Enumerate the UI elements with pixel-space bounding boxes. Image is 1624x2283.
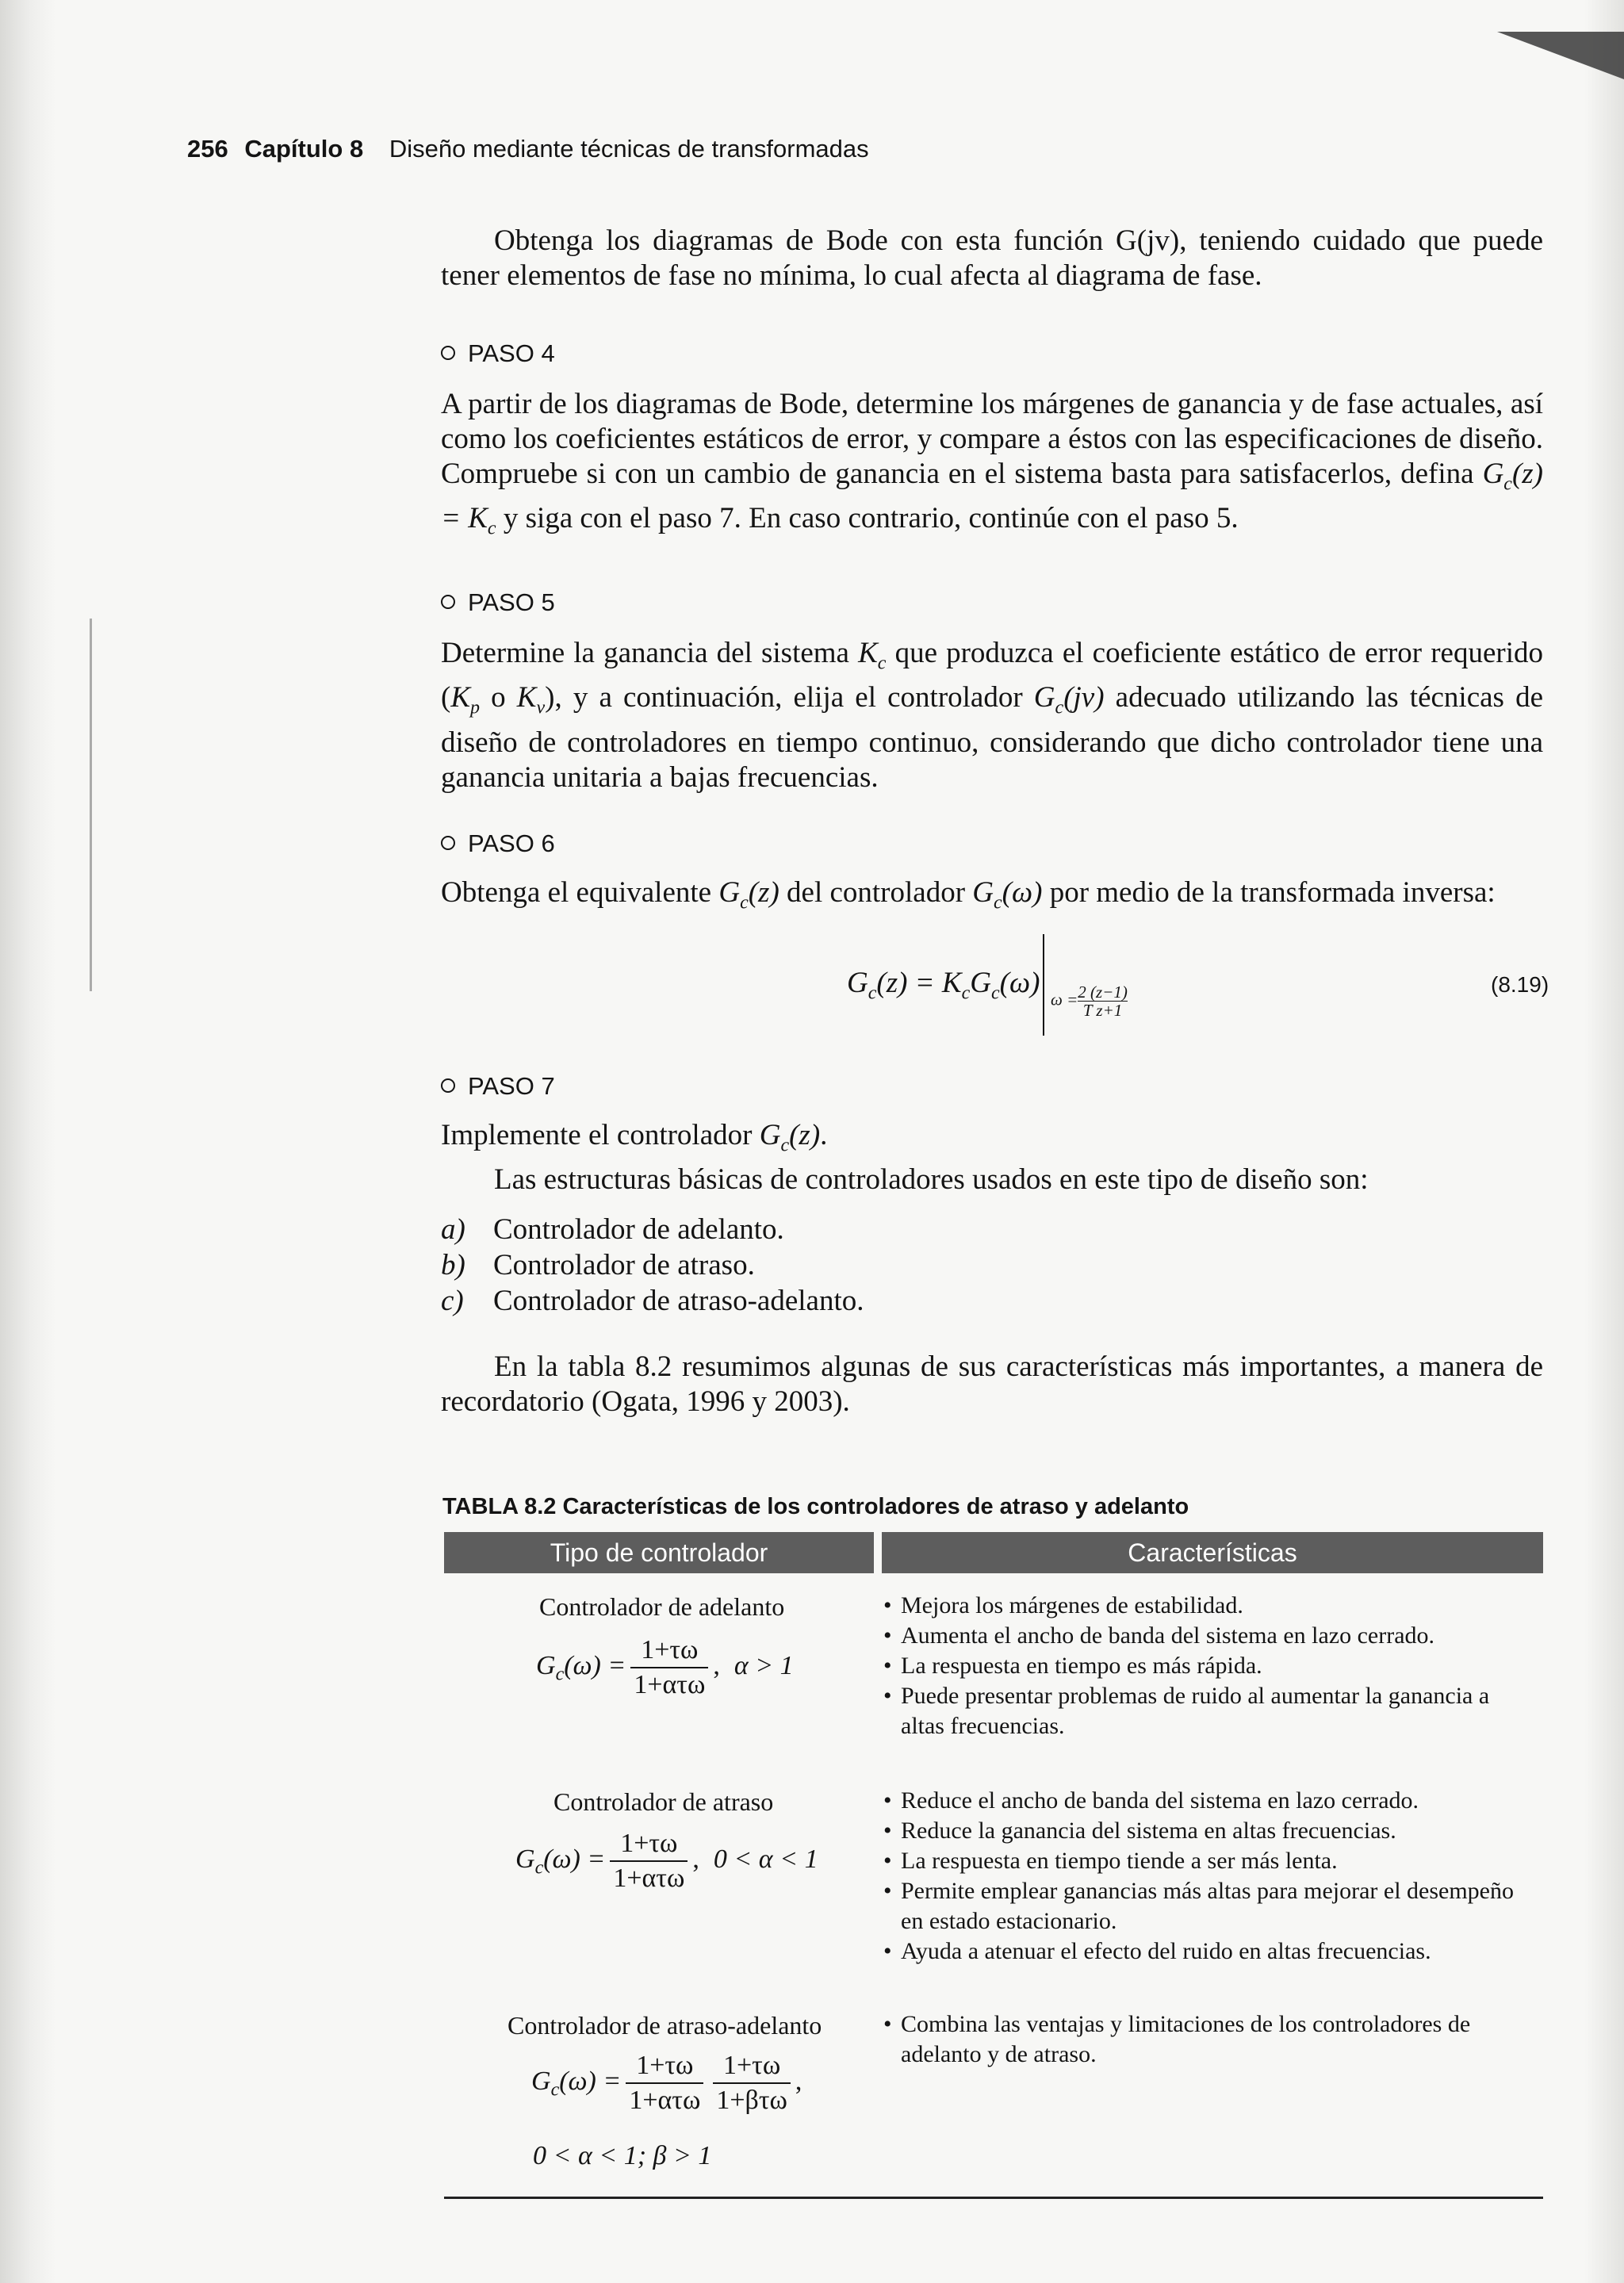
fraction-numerator: 1+τω xyxy=(610,1827,688,1862)
formula-fraction xyxy=(626,2049,703,2117)
eq-z-eq-k: (z) = K xyxy=(876,967,962,999)
step-7-title: PASO 7 xyxy=(468,1072,555,1100)
formula-fraction xyxy=(630,1634,708,1702)
intro-block xyxy=(441,224,1543,293)
feature-item: • Puede presentar problemas de ruido al aumentar la ganancia a altas frecuencias. xyxy=(883,1681,1534,1741)
math-jv: (jv) xyxy=(1063,681,1105,714)
list-item xyxy=(441,1283,1543,1319)
step-4-heading xyxy=(441,339,555,368)
table-bottom-rule xyxy=(444,2197,1543,2199)
formula-fraction xyxy=(610,1827,688,1895)
feature-item: • La respuesta en tiempo es más rápida. xyxy=(883,1651,1534,1681)
list-item xyxy=(441,1247,1543,1283)
fraction-numerator: 1+τω xyxy=(626,2049,703,2084)
math-z-eq-k: (z) = K xyxy=(441,458,1543,535)
math-sub: v xyxy=(536,697,546,718)
controller-name: Controlador de atraso xyxy=(553,1787,774,1816)
list-text: Controlador de adelanto. xyxy=(493,1213,784,1246)
math-omega: (ω) xyxy=(1002,876,1043,909)
eq-omega: (ω) xyxy=(999,967,1040,999)
step-6-paragraph xyxy=(441,875,1543,920)
formula-sub: c xyxy=(550,2079,560,2101)
list-letter: c) xyxy=(441,1285,464,1317)
step-6-heading xyxy=(441,829,555,858)
math-sub: c xyxy=(740,892,749,914)
step-5-text-b: que produzca el coeficiente estático de error requerido ( xyxy=(441,637,1543,714)
controller-list xyxy=(441,1212,1543,1319)
step-7-text-a: Implemente el controlador xyxy=(441,1119,760,1151)
fraction-denominator: 1+βτω xyxy=(716,2086,787,2115)
eval-fraction xyxy=(1078,983,1128,1019)
step-5-text-e: adecuado utilizando las técnicas de diseño de controladores en tiempo continuo, considerando que dicho controlador tiene una ganancia unitaria a bajas frecuencias. xyxy=(441,681,1544,794)
section-title: Diseño mediante técnicas de transformadas xyxy=(389,135,869,163)
fraction-denominator: 1+ατω xyxy=(613,1864,685,1893)
feature-item: • Mejora los márgenes de estabilidad. xyxy=(883,1591,1534,1621)
fraction-denominator: 1+ατω xyxy=(629,2086,701,2115)
eval-prefix: ω = xyxy=(1051,990,1078,1009)
page-number: 256 xyxy=(187,135,228,163)
math-sub: c xyxy=(780,1135,790,1156)
step-7-block xyxy=(441,1118,1543,1197)
formula-arg: (ω) = xyxy=(564,1650,626,1680)
math-g: G xyxy=(718,876,741,909)
math-k: K xyxy=(516,681,537,714)
feature-item: • Ayuda a atenuar el efecto del ruido en altas frecuencias. xyxy=(883,1936,1534,1967)
step-5-heading xyxy=(441,588,555,617)
eq-sub: c xyxy=(961,983,971,1004)
formula-fraction xyxy=(713,2049,791,2117)
formula-g: G xyxy=(515,1844,535,1874)
intro-paragraph: Obtenga los diagramas de Bode con esta función G(jv), teniendo cuidado que puede tener elementos de fase no mínima, lo cual afecta al diagrama de fase. xyxy=(441,224,1543,292)
step-7-heading xyxy=(441,1072,555,1101)
eval-numerator: 2 (z−1) xyxy=(1078,983,1128,1002)
feature-item: • Permite emplear ganancias más altas para mejorar el desempeño en estado estacionario. xyxy=(883,1876,1534,1936)
structures-intro: Las estructuras básicas de controladores usados en este tipo de diseño son: xyxy=(494,1163,1369,1197)
step-5-block xyxy=(441,636,1543,795)
features-list xyxy=(883,2009,1534,2070)
table-caption: TABLA 8.2 Características de los controladores de atraso y adelanto xyxy=(442,1494,1189,1519)
table-header-features: Características xyxy=(882,1532,1543,1573)
scan-edge-left xyxy=(0,0,56,2283)
step-bullet-icon xyxy=(441,836,455,850)
controller-formula: $G_c(\omega)$ = $\frac{1+\tau\omega}{\text{1+ατω}}$ $\frac{1+\tau\omega}{\text{1+βτω}}$ , xyxy=(531,2049,802,2117)
eq-sub: c xyxy=(990,983,1000,1004)
controller-name: Controlador de adelanto xyxy=(539,1592,785,1621)
formula-condition: 0 < α < 1 xyxy=(713,1844,818,1874)
step-7-paragraph xyxy=(441,1118,1543,1163)
step-bullet-icon xyxy=(441,1078,455,1093)
feature-item: • La respuesta en tiempo tiende a ser más lenta. xyxy=(883,1846,1534,1876)
list-letter: a) xyxy=(441,1213,465,1246)
step-bullet-icon xyxy=(441,346,455,360)
math-sub: c xyxy=(877,653,887,674)
fraction-numerator: 1+τω xyxy=(630,1634,708,1668)
math-z: (z) xyxy=(789,1119,821,1151)
chapter-label: Capítulo 8 xyxy=(244,135,364,163)
summary-block xyxy=(441,1350,1543,1419)
running-header xyxy=(187,135,869,163)
step-5-text-a: Determine la ganancia del sistema xyxy=(441,637,859,669)
fraction-numerator: 1+τω xyxy=(713,2049,791,2084)
table-header-type: Tipo de controlador xyxy=(444,1532,874,1573)
eq-g: G xyxy=(970,967,991,999)
math-sub: p xyxy=(470,697,481,718)
margin-mark xyxy=(90,619,92,991)
math-sub: c xyxy=(994,892,1002,914)
formula-sub: c xyxy=(555,1664,565,1685)
list-item xyxy=(441,1212,1543,1247)
features-list xyxy=(883,1591,1534,1741)
step-6-text-a: Obtenga el equivalente xyxy=(441,876,719,909)
step-bullet-icon xyxy=(441,595,455,609)
math-g: G xyxy=(1033,681,1055,714)
step-4-text-a: A partir de los diagramas de Bode, determine los márgenes de ganancia y de fase actuales, así como los coeficientes estáticos de error, y compare a éstos con las especificaciones de diseño. Compruebe si con un cambio de ganancia en el sistema basta para satisfacerlos, defina xyxy=(441,388,1543,490)
math-sub-c: c xyxy=(487,518,496,539)
formula-sub: c xyxy=(534,1857,544,1879)
formula-arg: (ω) = xyxy=(559,2066,622,2096)
math-g: G xyxy=(1482,458,1504,490)
eval-denominator: T z+1 xyxy=(1082,1001,1123,1020)
evaluation-bar xyxy=(1043,934,1044,1036)
list-text: Controlador de atraso-adelanto. xyxy=(493,1285,864,1317)
step-5-text-d: ), y a continuación, elija el controlador xyxy=(545,681,1034,714)
fraction-denominator: 1+ατω xyxy=(634,1670,706,1699)
math-g: G xyxy=(759,1119,781,1151)
step-4-block xyxy=(441,387,1543,546)
eq-sub: c xyxy=(868,983,877,1004)
step-6-text-c: por medio de la transformada inversa: xyxy=(1042,876,1496,909)
math-k: K xyxy=(450,681,471,714)
equation-8-19 xyxy=(847,966,1040,1004)
formula-g: G xyxy=(536,1650,556,1680)
step-5-text-c: o xyxy=(480,681,517,714)
evaluation-subscript xyxy=(1051,983,1128,1019)
step-5-paragraph xyxy=(441,636,1543,795)
formula-condition: α > 1 xyxy=(733,1650,794,1680)
formula-arg: (ω) = xyxy=(543,1844,606,1874)
math-k: K xyxy=(858,637,878,669)
controller-formula: $G_c(\omega)$ = $\frac{1+\tau\omega}{\text{1+ατω}}$ , 0 < α < 1 xyxy=(515,1827,818,1895)
feature-item: • Reduce el ancho de banda del sistema en lazo cerrado. xyxy=(883,1786,1534,1816)
step-6-title: PASO 6 xyxy=(468,829,555,857)
step-4-text-b: y siga con el paso 7. En caso contrario, continúe con el paso 5. xyxy=(496,502,1239,535)
feature-item: • Reduce la ganancia del sistema en altas frecuencias. xyxy=(883,1816,1534,1846)
features-list xyxy=(883,1786,1534,1967)
feature-item: • Aumenta el ancho de banda del sistema en lazo cerrado. xyxy=(883,1621,1534,1651)
step-6-text-b: del controlador xyxy=(779,876,973,909)
list-letter: b) xyxy=(441,1249,465,1281)
page-corner-shadow xyxy=(1497,32,1624,79)
math-sub-c: c xyxy=(1503,473,1512,495)
formula-condition: 0 < α < 1; β > 1 xyxy=(533,2141,712,2170)
step-7-text-b: . xyxy=(820,1119,828,1151)
step-6-block xyxy=(441,875,1543,920)
controller-formula: $G_c(\omega)$ = $\frac{1+\tau\omega}{\text{1+ατω}}$ , α > 1 xyxy=(536,1634,794,1702)
scan-edge-right xyxy=(1584,0,1624,2283)
eq-g: G xyxy=(847,967,868,999)
step-4-paragraph xyxy=(441,387,1543,546)
list-text: Controlador de atraso. xyxy=(493,1249,755,1281)
step-5-title: PASO 5 xyxy=(468,588,555,616)
summary-paragraph: En la tabla 8.2 resumimos algunas de sus características más importantes, a manera de recordatorio (Ogata, 1996 y 2003). xyxy=(441,1350,1543,1418)
controller-name: Controlador de atraso-adelanto xyxy=(508,2011,822,2040)
formula-g: G xyxy=(531,2066,551,2096)
step-4-title: PASO 4 xyxy=(468,339,555,367)
equation-number: (8.19) xyxy=(1491,972,1549,997)
math-g: G xyxy=(972,876,994,909)
math-sub: c xyxy=(1055,697,1064,718)
feature-item: • Combina las ventajas y limitaciones de los controladores de adelanto y de atraso. xyxy=(883,2009,1534,2070)
math-z: (z) xyxy=(748,876,779,909)
